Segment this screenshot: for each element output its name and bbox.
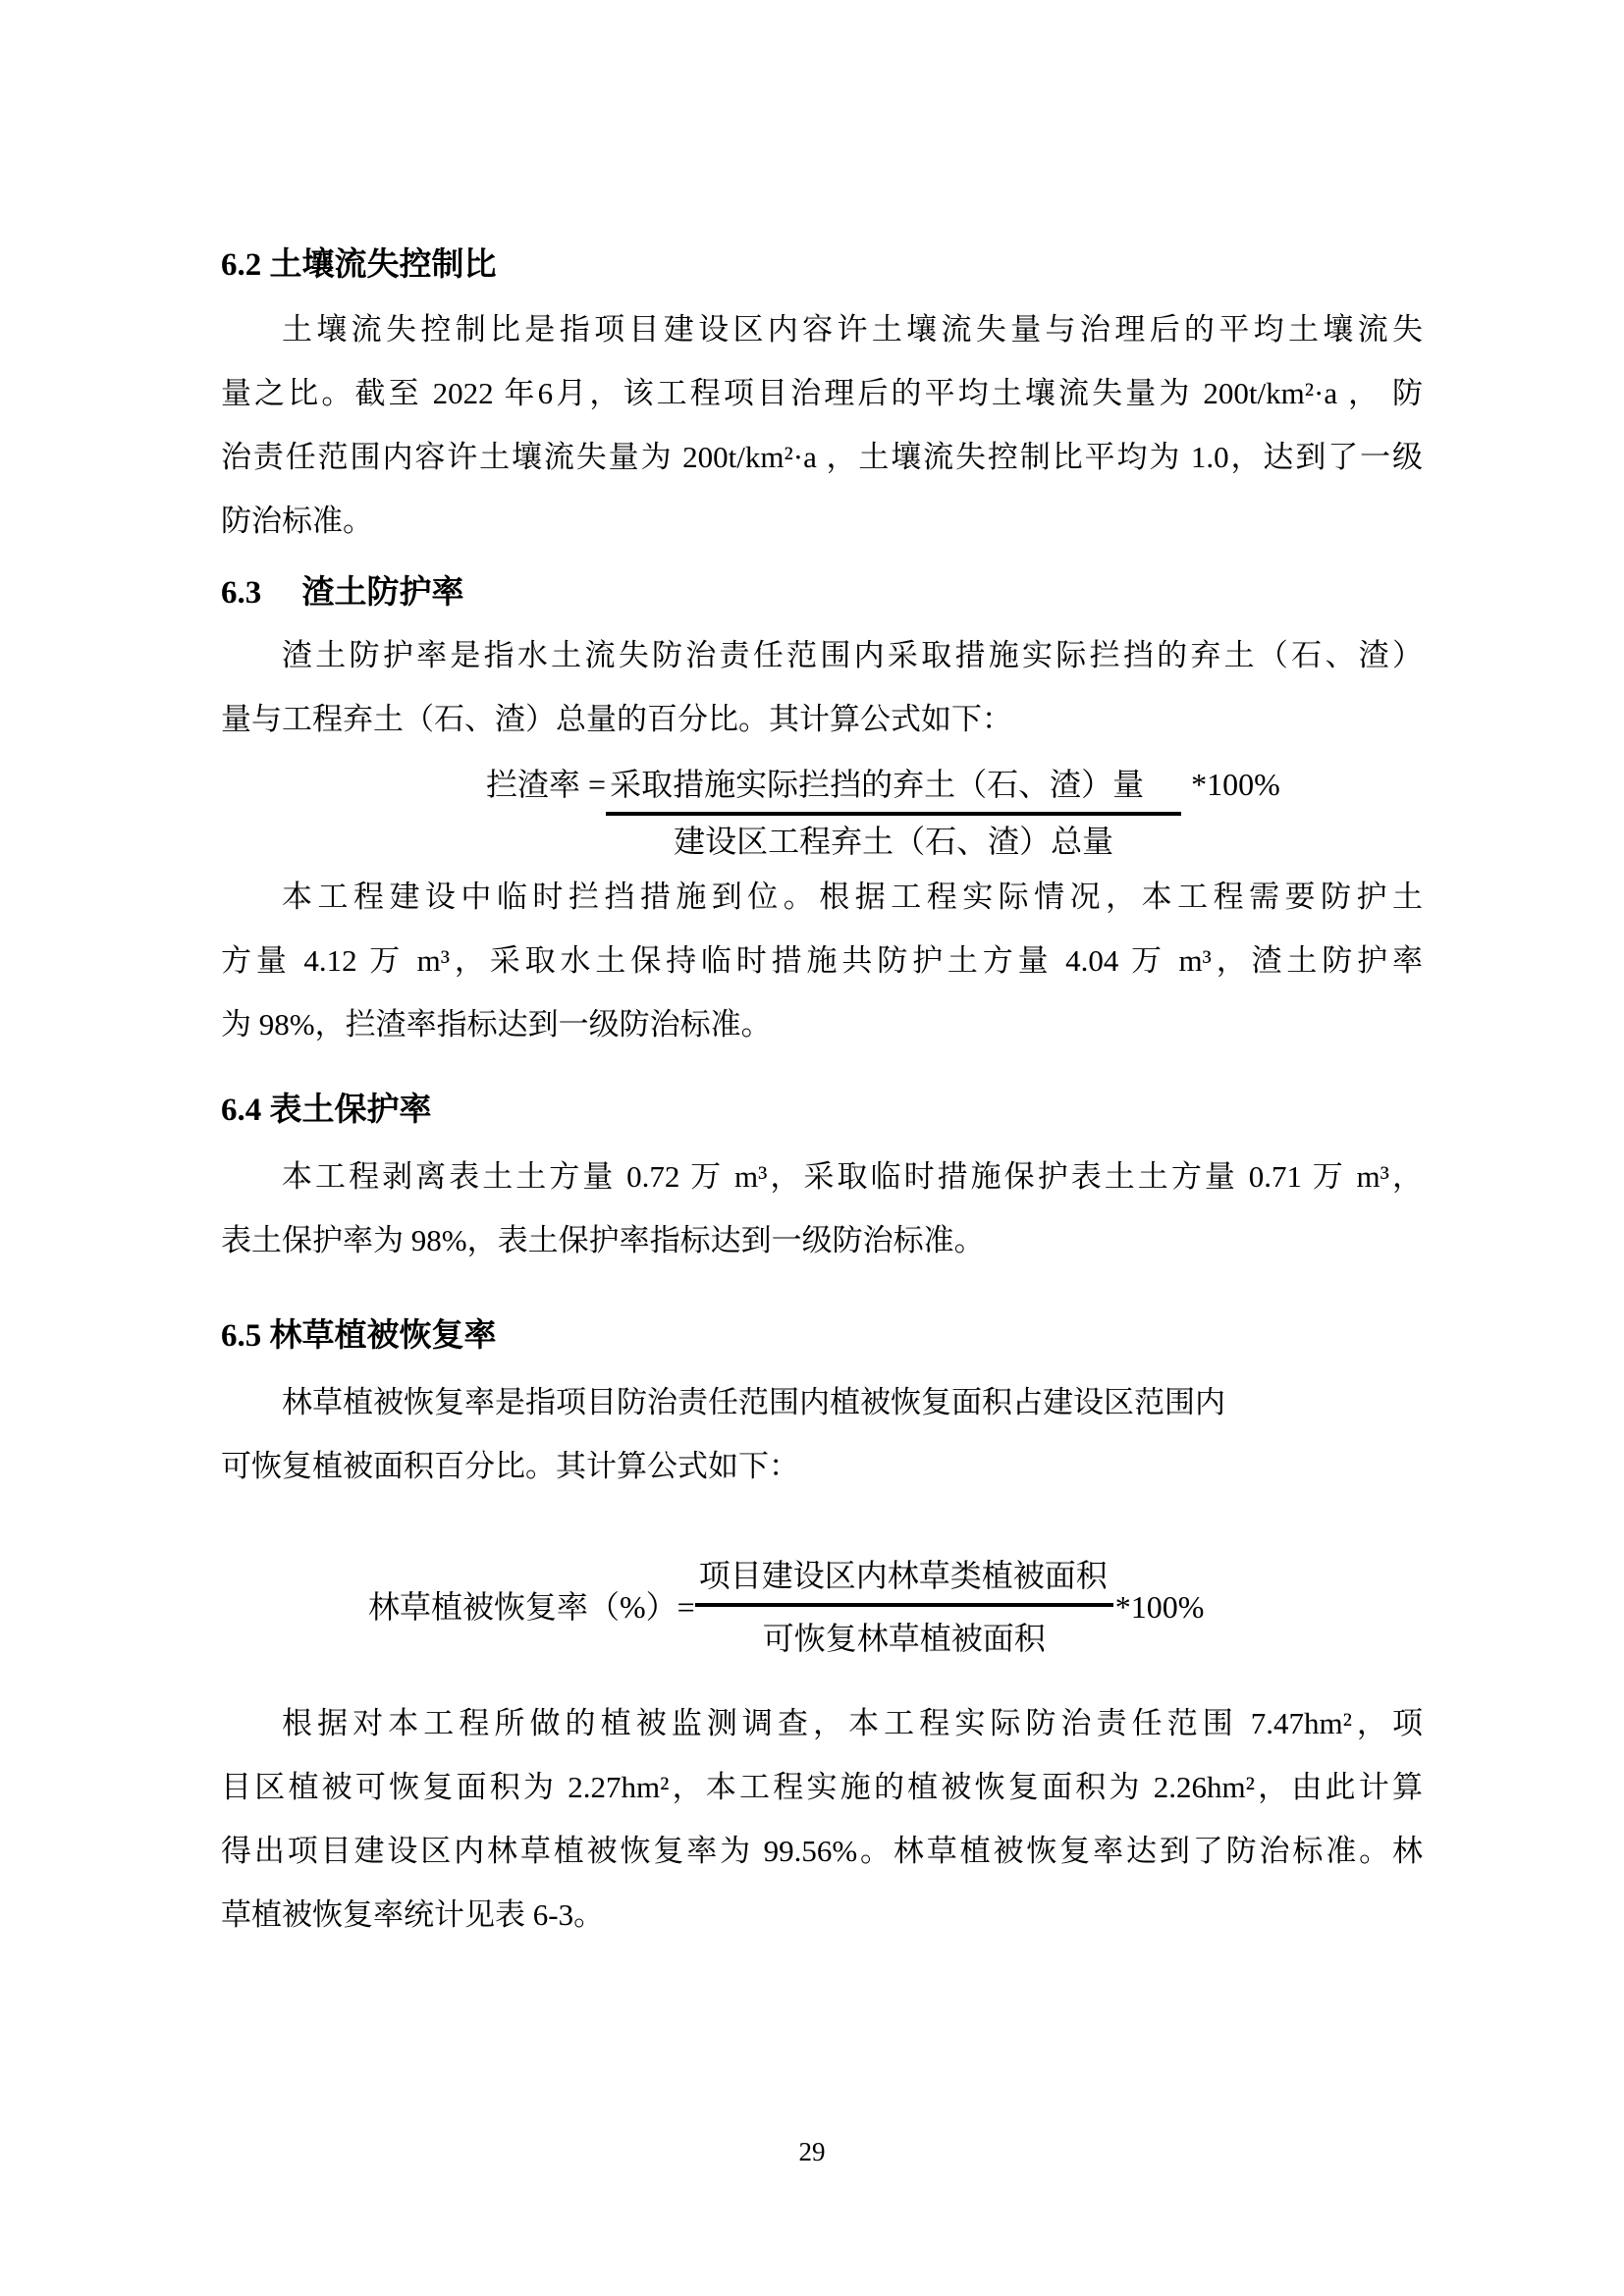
formula-fraction: [606, 761, 1181, 865]
paragraph-debris-protection-result: [221, 865, 1423, 1056]
paragraph-line: 防治标准。: [221, 504, 373, 538]
formula-denominator: 可恢复林草植被面积: [762, 1621, 1046, 1656]
paragraph-line: 量与工程弃土（石、渣）总量的百分比。其计算公式如下：: [221, 702, 1012, 736]
paragraph-line: 治责任范围内容许土壤流失量为 200t/km²·a ，土壤流失控制比平均为 1.0，达到了一级: [221, 440, 1423, 474]
paragraph-line: 可恢复植被面积百分比。其计算公式如下：: [221, 1449, 799, 1483]
paragraph-line: 林草植被恢复率是指项目防治责任范围内植被恢复面积占建设区范围内: [282, 1385, 1225, 1419]
paragraph-line: 得出项目建设区内林草植被恢复率为 99.56%。林草植被恢复率达到了防治标准。林: [221, 1834, 1423, 1868]
paragraph-vegetation-recovery-intro: [221, 1370, 1423, 1498]
section-heading-6-3: 6.3 渣土防护率: [221, 575, 464, 611]
formula-debris-retention-rate: [486, 761, 1423, 865]
formula-multiplier: *100%: [1191, 767, 1280, 802]
formula-fraction: [695, 1552, 1113, 1662]
paragraph-line: 渣土防护率是指水土流失防治责任范围内采取措施实际拦挡的弃土（石、渣）: [282, 638, 1423, 672]
paragraph-line: 土壤流失控制比是指项目建设区内容许土壤流失量与治理后的平均土壤流失: [282, 312, 1423, 347]
formula-numerator: 采取措施实际拦挡的弃土（石、渣）量: [606, 761, 1181, 816]
paragraph-line: 草植被恢复率统计见表 6-3。: [221, 1897, 605, 1932]
paragraph-line: 量之比。截至 2022 年6月，该工程项目治理后的平均土壤流失量为 200t/km²·a ， 防: [221, 376, 1423, 410]
paragraph-line: 根据对本工程所做的植被监测调查，本工程实际防治责任范围 7.47hm²，项: [282, 1706, 1423, 1740]
formula-denominator: 建设区工程弃土（石、渣）总量: [674, 824, 1114, 859]
paragraph-topsoil-protection: [221, 1145, 1423, 1272]
section-heading-6-5: 6.5 林草植被恢复率: [221, 1318, 497, 1354]
page-number: 29: [798, 2137, 826, 2166]
paragraph-debris-protection-intro: [221, 623, 1423, 751]
paragraph-vegetation-recovery-result: [221, 1691, 1423, 1947]
section-heading-6-4: 6.4 表土保护率: [221, 1093, 432, 1128]
formula-numerator: 项目建设区内林草类植被面积: [695, 1552, 1113, 1607]
formula-multiplier: *100%: [1114, 1589, 1205, 1625]
formula-label: 拦渣率 =: [486, 767, 607, 802]
formula-vegetation-recovery-rate: [368, 1552, 1423, 1662]
section-heading-6-2: 6.2 土壤流失控制比: [221, 247, 497, 283]
paragraph-line: 本工程剥离表土土方量 0.72 万 m³，采取临时措施保护表土土方量 0.71 万 m³，: [282, 1159, 1423, 1194]
paragraph-soil-loss-ratio: [221, 297, 1423, 553]
page-content: [221, 240, 1423, 1947]
paragraph-line: 目区植被可恢复面积为 2.27hm²，本工程实施的植被恢复面积为 2.26hm²，由此计算: [221, 1770, 1423, 1804]
paragraph-line: 为 98%，拦渣率指标达到一级防治标准。: [221, 1007, 772, 1041]
paragraph-line: 本工程建设中临时拦挡措施到位。根据工程实际情况，本工程需要防护土: [282, 880, 1423, 914]
paragraph-line: 表土保护率为 98%，表土保护率指标达到一级防治标准。: [221, 1223, 985, 1257]
paragraph-line: 方量 4.12 万 m³，采取水土保持临时措施共防护土方量 4.04 万 m³，渣土防护率: [221, 943, 1423, 978]
formula-label: 林草植被恢复率（%）=: [368, 1589, 695, 1625]
